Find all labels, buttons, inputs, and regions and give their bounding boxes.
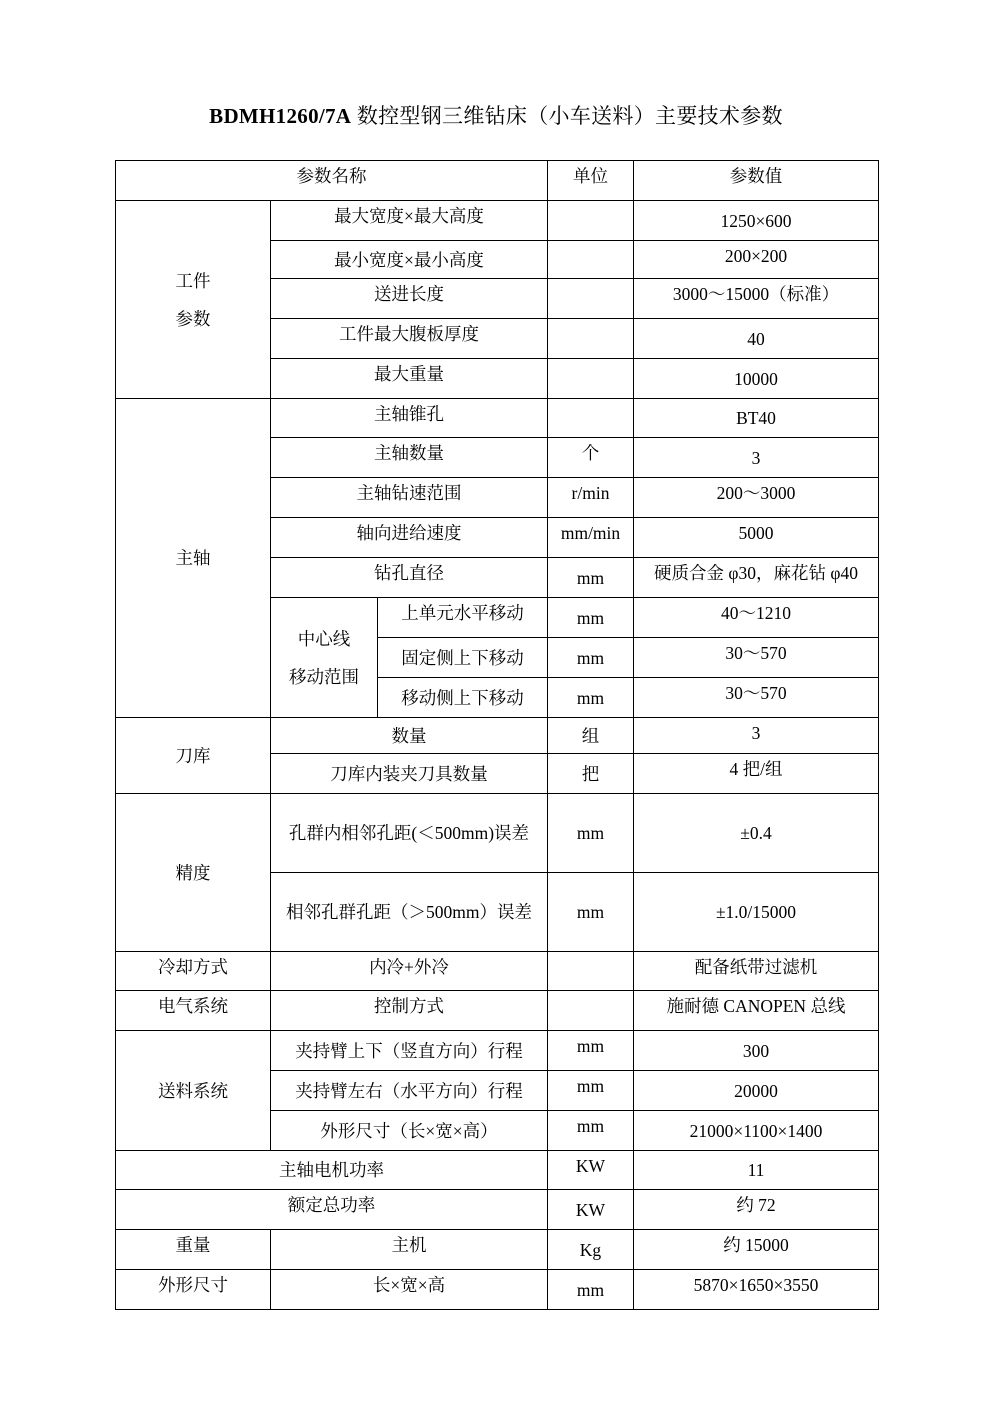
param-unit: mm [548,1031,634,1071]
param-name: 上单元水平移动 [378,598,548,638]
param-name: 外形尺寸（长×宽×高） [271,1111,548,1151]
param-unit: r/min [548,478,634,518]
table-row [116,1190,879,1230]
param-value: 200～3000 [634,478,879,518]
param-value: 20000 [634,1071,879,1111]
header-row [116,161,879,201]
table-row [116,399,879,438]
param-unit: mm [548,1270,634,1310]
table-row [116,201,879,241]
table-row [116,794,879,873]
param-name: 夹持臂上下（竖直方向）行程 [271,1031,548,1071]
param-value: 30～570 [634,638,879,678]
model-code: BDMH1260/7A [209,104,352,128]
param-name: 主轴锥孔 [271,399,548,438]
param-value: 40～1210 [634,598,879,638]
table-row [116,718,879,754]
param-unit [548,952,634,991]
param-value: 40 [634,319,879,359]
param-value: ±0.4 [634,794,879,873]
param-unit: mm [548,873,634,952]
param-name: 最大重量 [271,359,548,399]
param-name: 内冷+外冷 [271,952,548,991]
param-value: 3000～15000（标准） [634,279,879,319]
param-unit: 把 [548,754,634,794]
param-name: 主轴数量 [271,438,548,478]
param-unit: Kg [548,1230,634,1270]
param-name: 孔群内相邻孔距(＜500mm)误差 [271,794,548,873]
category-weight: 重量 [116,1230,271,1270]
category-spindle: 主轴 [116,399,271,718]
table-row [116,991,879,1031]
param-value: 3 [634,718,879,754]
param-name: 工件最大腹板厚度 [271,319,548,359]
param-value: 硬质合金 φ30，麻花钻 φ40 [634,558,879,598]
param-name: 主轴钻速范围 [271,478,548,518]
param-name: 数量 [271,718,548,754]
param-unit: mm [548,678,634,718]
param-value: 30～570 [634,678,879,718]
param-name: 送进长度 [271,279,548,319]
table-row [116,1270,879,1310]
param-unit: mm [548,1111,634,1151]
param-unit: 个 [548,438,634,478]
param-unit: KW [548,1190,634,1230]
param-unit [548,991,634,1031]
movement-group: 中心线 移动范围 [271,598,378,718]
param-value: 4 把/组 [634,754,879,794]
param-value: ±1.0/15000 [634,873,879,952]
param-value: 300 [634,1031,879,1071]
param-value: 21000×1100×1400 [634,1111,879,1151]
document-title [0,100,992,130]
param-value: 约 15000 [634,1230,879,1270]
param-unit: KW [548,1151,634,1190]
param-unit [548,399,634,438]
table-row [116,1230,879,1270]
param-unit [548,359,634,399]
param-value: 配备纸带过滤机 [634,952,879,991]
category-workpiece: 工件 参数 [116,201,271,399]
param-name: 最小宽度×最小高度 [271,241,548,279]
param-name: 夹持臂左右（水平方向）行程 [271,1071,548,1111]
total-power-name: 额定总功率 [116,1190,548,1230]
param-unit: mm [548,558,634,598]
param-unit: mm [548,794,634,873]
param-unit [548,201,634,241]
param-value: 约 72 [634,1190,879,1230]
param-unit [548,279,634,319]
param-unit: 组 [548,718,634,754]
param-name: 钻孔直径 [271,558,548,598]
table-row [116,952,879,991]
param-value: 1250×600 [634,201,879,241]
param-value: 3 [634,438,879,478]
param-name: 最大宽度×最大高度 [271,201,548,241]
category-cooling: 冷却方式 [116,952,271,991]
param-value: 11 [634,1151,879,1190]
spec-table [115,160,879,1310]
table-row [116,1151,879,1190]
param-unit: mm/min [548,518,634,558]
category-feeding: 送料系统 [116,1031,271,1151]
param-name: 控制方式 [271,991,548,1031]
param-unit: mm [548,638,634,678]
param-name: 相邻孔群孔距（＞500mm）误差 [271,873,548,952]
category-electrical: 电气系统 [116,991,271,1031]
param-name: 主机 [271,1230,548,1270]
title-text: 数控型钢三维钻床（小车送料）主要技术参数 [351,104,783,128]
category-dimensions: 外形尺寸 [116,1270,271,1310]
param-value: 施耐德 CANOPEN 总线 [634,991,879,1031]
param-name: 轴向进给速度 [271,518,548,558]
param-value: 10000 [634,359,879,399]
param-unit: mm [548,598,634,638]
param-unit [548,241,634,279]
category-magazine: 刀库 [116,718,271,794]
param-value: BT40 [634,399,879,438]
param-unit: mm [548,1071,634,1111]
param-value: 5000 [634,518,879,558]
motor-power-name: 主轴电机功率 [116,1151,548,1190]
header-name: 参数名称 [116,161,548,201]
category-precision: 精度 [116,794,271,952]
param-name: 移动侧上下移动 [378,678,548,718]
header-value: 参数值 [634,161,879,201]
table-row [116,1031,879,1071]
param-value: 5870×1650×3550 [634,1270,879,1310]
header-unit: 单位 [548,161,634,201]
param-name: 长×宽×高 [271,1270,548,1310]
param-name: 刀库内装夹刀具数量 [271,754,548,794]
param-unit [548,319,634,359]
param-value: 200×200 [634,241,879,279]
param-name: 固定侧上下移动 [378,638,548,678]
